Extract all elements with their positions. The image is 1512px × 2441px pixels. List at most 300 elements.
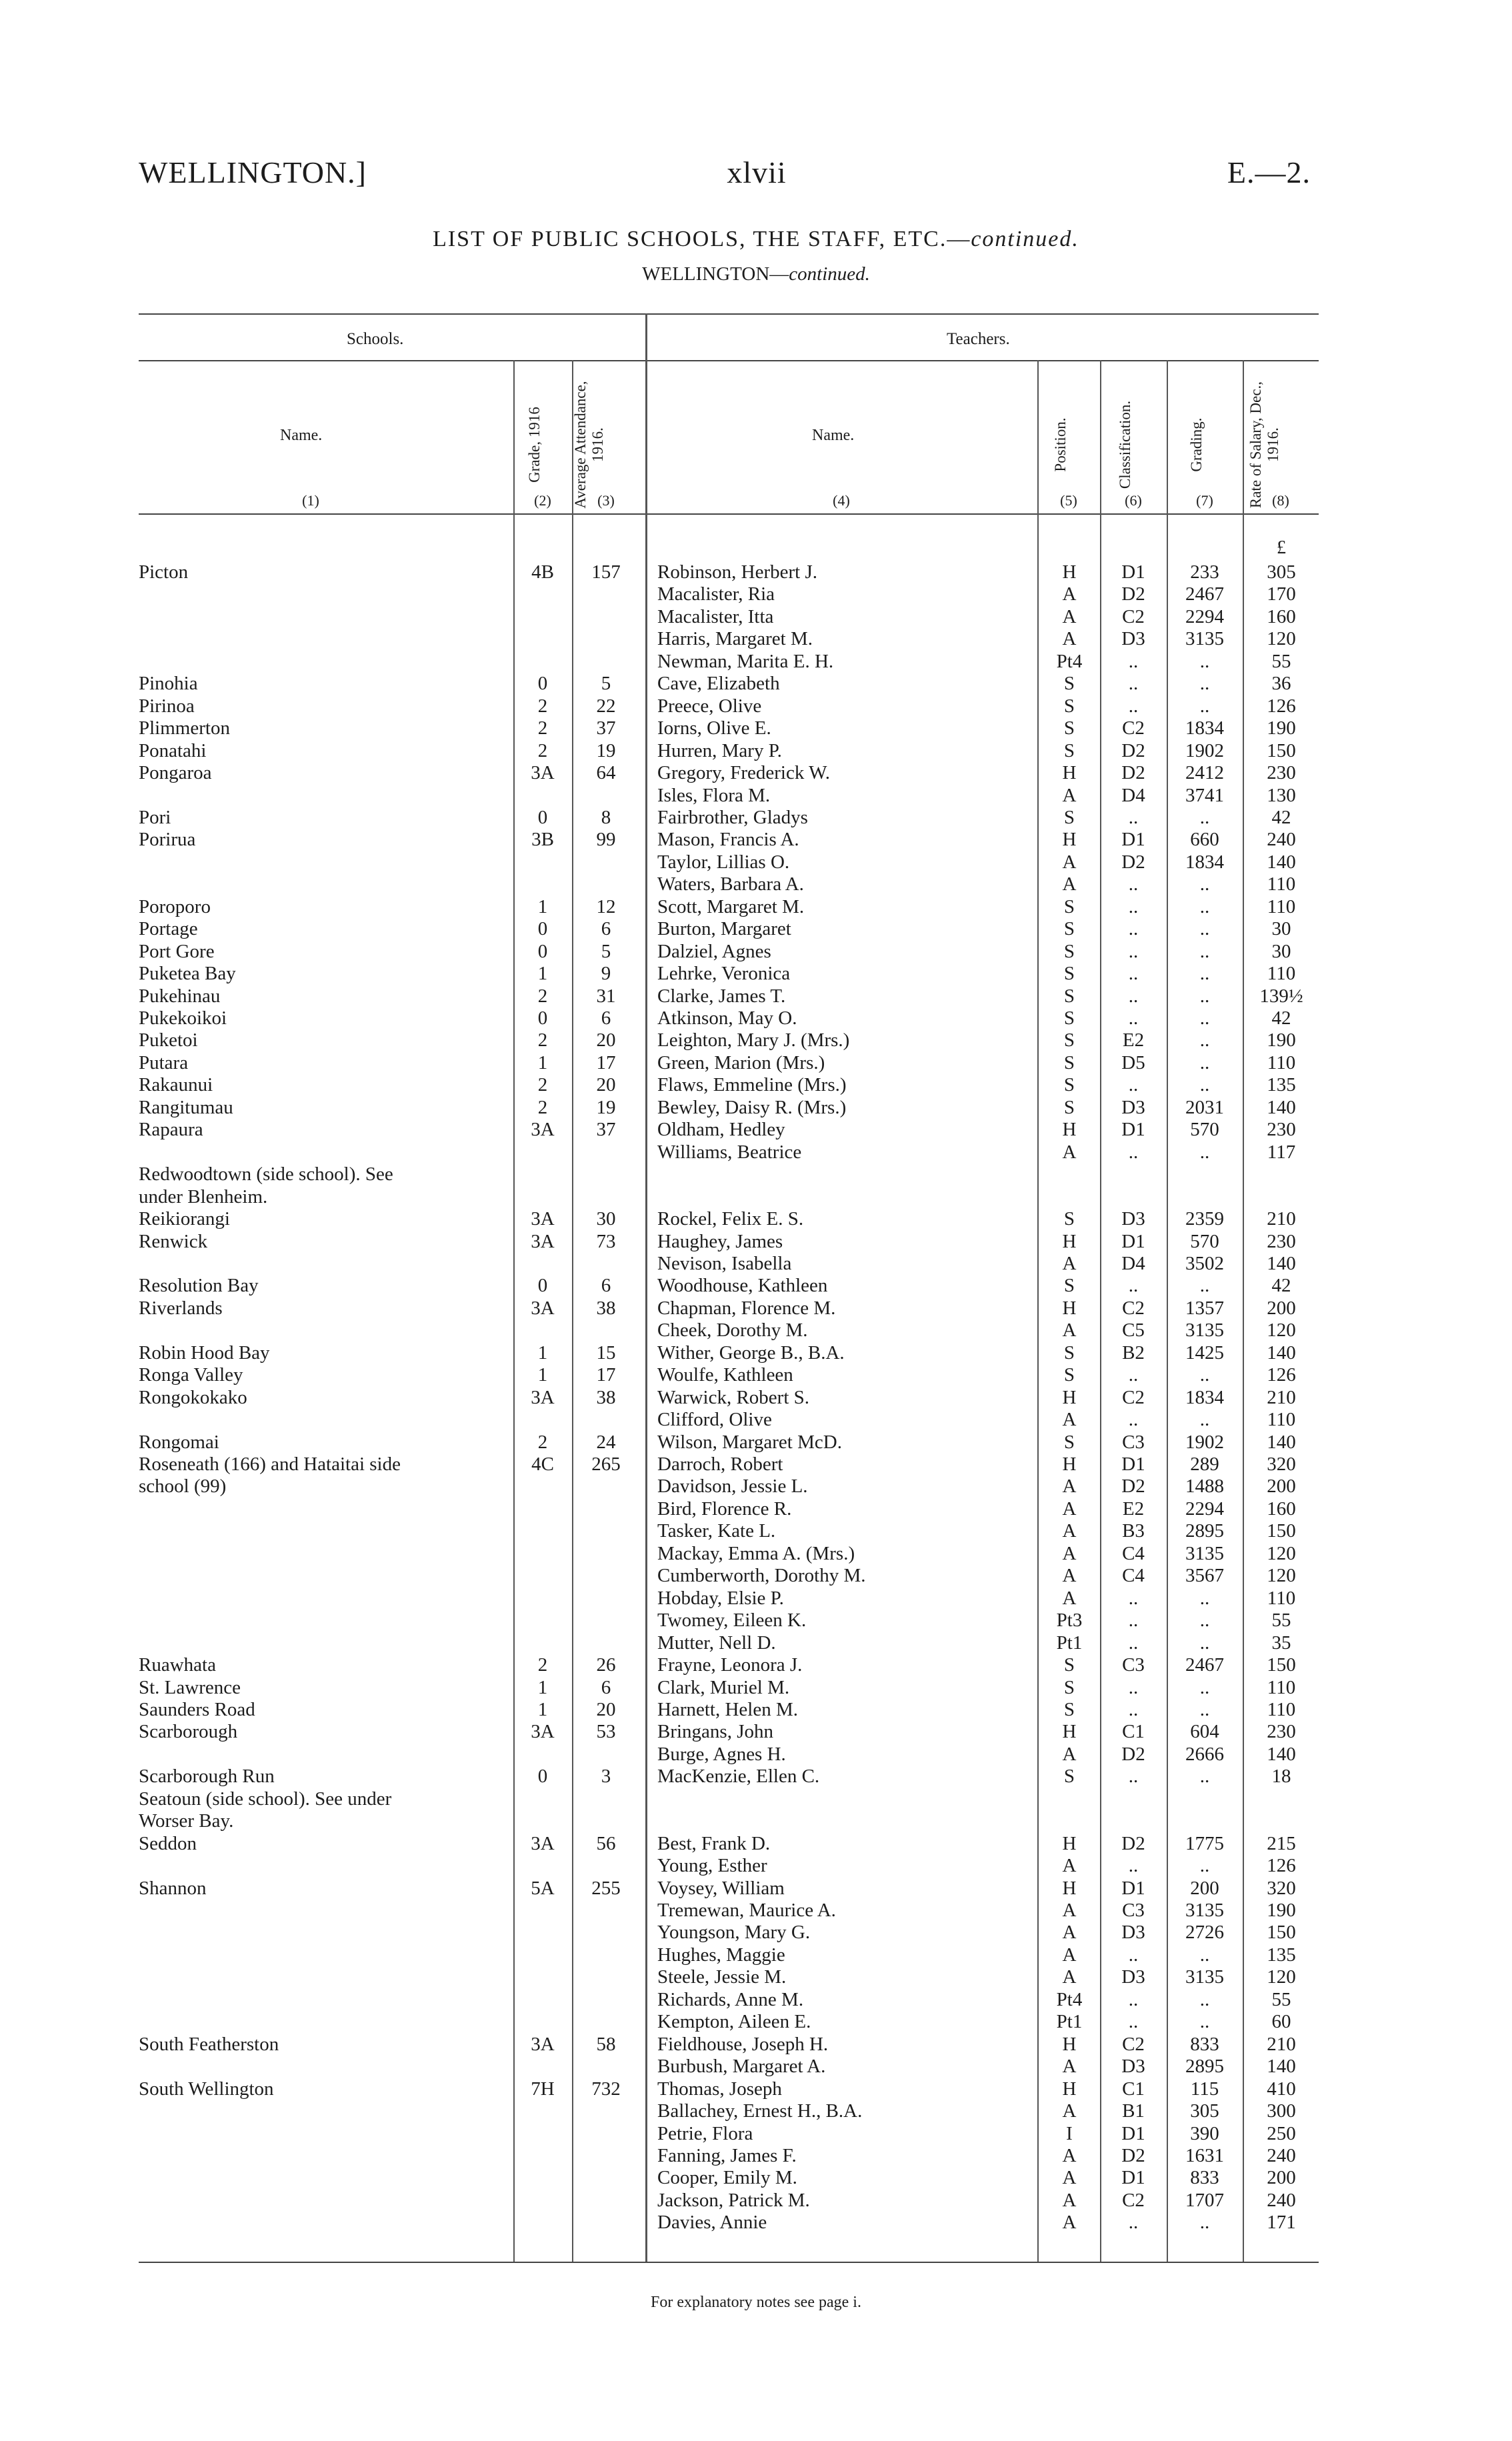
cell-position: S — [1063, 1677, 1075, 1698]
cell-average-attendance: 17 — [596, 1364, 616, 1386]
cell-salary: 320 — [1267, 1878, 1296, 1899]
table-row — [0, 651, 1512, 673]
cell-grade: 0 — [537, 673, 548, 694]
cell-classification: .. — [1128, 1944, 1139, 1966]
cell-position: H — [1062, 2078, 1077, 2100]
cell-salary: 126 — [1267, 1855, 1296, 1876]
cell-classification: .. — [1128, 651, 1139, 672]
cell-salary: 410 — [1267, 2078, 1296, 2100]
table-row — [0, 1565, 1512, 1587]
subtitle-continued: continued. — [789, 263, 870, 285]
cell-teacher-name: Clark, Muriel M. — [657, 1677, 790, 1698]
cell-position: S — [1063, 1342, 1075, 1364]
cell-salary: 210 — [1267, 1208, 1296, 1230]
cell-grading: 305 — [1190, 2100, 1219, 2122]
table-row — [0, 1409, 1512, 1431]
cell-average-attendance: 6 — [601, 1007, 611, 1029]
footer-note: For explanatory notes see page i. — [651, 2294, 861, 2311]
cell-school-name: Picton — [139, 561, 189, 583]
cell-grading: 1631 — [1185, 2145, 1224, 2166]
table-row — [0, 1810, 1512, 1832]
cell-teacher-name: Young, Esther — [657, 1855, 767, 1876]
cell-average-attendance: 22 — [596, 695, 616, 717]
cell-position: Pt4 — [1056, 1989, 1083, 2010]
cell-school-name: Rangitumau — [139, 1097, 233, 1118]
cell-position: S — [1063, 1432, 1075, 1453]
cell-teacher-name: Chapman, Florence M. — [657, 1298, 836, 1319]
cell-position: S — [1063, 918, 1075, 939]
header-grade: Grade, 1916 — [526, 407, 543, 483]
cell-grade: 1 — [537, 963, 548, 984]
cell-school-name: Poroporo — [139, 896, 211, 917]
cell-grade: 1 — [537, 1677, 548, 1698]
cell-school-name: Rapaura — [139, 1119, 203, 1140]
cell-salary: 150 — [1267, 1922, 1296, 1943]
cell-teacher-name: Darroch, Robert — [657, 1454, 783, 1475]
cell-grade: 0 — [537, 1275, 548, 1296]
cell-teacher-name: Fanning, James F. — [657, 2145, 797, 2166]
cell-average-attendance: 38 — [596, 1387, 616, 1408]
cell-position: H — [1062, 1721, 1077, 1742]
cell-position: S — [1063, 963, 1075, 984]
cell-grading: .. — [1199, 985, 1210, 1007]
cell-grade: 0 — [537, 1766, 548, 1787]
table-row — [0, 1989, 1512, 2011]
cell-school-name: Puketea Bay — [139, 963, 236, 984]
cell-teacher-name: Fieldhouse, Joseph H. — [657, 2034, 829, 2055]
cell-grading: 2359 — [1185, 1208, 1224, 1230]
table-row — [0, 2212, 1512, 2234]
cell-salary: 150 — [1267, 740, 1296, 761]
cell-grading: 233 — [1190, 561, 1219, 583]
cell-salary: 250 — [1267, 2123, 1296, 2144]
cell-grade: 0 — [537, 807, 548, 828]
table-row — [0, 1029, 1512, 1051]
cell-grading: 833 — [1190, 2167, 1219, 2188]
cell-classification: B3 — [1122, 1520, 1145, 1542]
cell-school-name: Pukekoikoi — [139, 1007, 227, 1029]
cell-classification: .. — [1128, 1632, 1139, 1654]
cell-salary: 110 — [1267, 896, 1296, 917]
cell-average-attendance: 8 — [601, 807, 611, 828]
table-row — [0, 2190, 1512, 2212]
cell-school-name: Saunders Road — [139, 1699, 255, 1720]
cell-teacher-name: Hobday, Elsie P. — [657, 1588, 784, 1609]
cell-salary: 135 — [1267, 1944, 1296, 1966]
cell-teacher-name: Harris, Margaret M. — [657, 628, 813, 649]
cell-grading: .. — [1199, 1766, 1210, 1787]
cell-position: H — [1062, 1833, 1077, 1854]
cell-grade: 7H — [531, 2078, 555, 2100]
cell-salary: 230 — [1267, 1119, 1296, 1140]
table-row — [0, 1788, 1512, 1810]
cell-average-attendance: 99 — [596, 829, 616, 850]
cell-teacher-name: Clifford, Olive — [657, 1409, 772, 1430]
cell-position: A — [1062, 1588, 1077, 1609]
cell-grading: .. — [1199, 1052, 1210, 1073]
cell-classification: .. — [1128, 1699, 1139, 1720]
cell-classification: .. — [1128, 807, 1139, 828]
cell-school-name: Ruawhata — [139, 1654, 216, 1676]
cell-position: S — [1063, 1052, 1075, 1073]
cell-grading: 1834 — [1185, 1387, 1224, 1408]
cell-classification: D2 — [1121, 2145, 1145, 2166]
cell-salary: 200 — [1267, 2167, 1296, 2188]
cell-position: A — [1062, 1141, 1077, 1163]
cell-salary: 230 — [1267, 1231, 1296, 1252]
cell-grading: .. — [1199, 1944, 1210, 1966]
cell-grading: 2895 — [1185, 2056, 1224, 2077]
cell-classification: .. — [1128, 1141, 1139, 1163]
cell-teacher-name: Davidson, Jessie L. — [657, 1476, 808, 1497]
column-number: (4) — [833, 492, 850, 509]
cell-classification: C2 — [1122, 606, 1145, 627]
cell-salary: 305 — [1267, 561, 1296, 583]
table-row — [0, 1966, 1512, 1988]
cell-position: S — [1063, 1074, 1075, 1095]
cell-salary: 171 — [1267, 2212, 1296, 2233]
cell-average-attendance: 31 — [596, 985, 616, 1007]
cell-salary: 55 — [1271, 651, 1291, 672]
cell-teacher-name: Tremewan, Maurice A. — [657, 1900, 836, 1921]
cell-salary: 60 — [1271, 2011, 1291, 2032]
cell-salary: 190 — [1267, 1900, 1296, 1921]
cell-salary: 190 — [1267, 1029, 1296, 1051]
cell-grade: 1 — [537, 1699, 548, 1720]
header-teacher-name: Name. — [812, 427, 855, 444]
cell-teacher-name: Tasker, Kate L. — [657, 1520, 776, 1542]
cell-school-name: Pukehinau — [139, 985, 221, 1007]
cell-position: S — [1063, 1029, 1075, 1051]
cell-position: S — [1063, 1654, 1075, 1676]
cell-salary: 120 — [1267, 1320, 1296, 1341]
cell-average-attendance: 53 — [596, 1721, 616, 1742]
cell-position: S — [1063, 807, 1075, 828]
cell-teacher-name: Green, Marion (Mrs.) — [657, 1052, 825, 1073]
table-row — [0, 2034, 1512, 2056]
cell-salary: 55 — [1271, 1989, 1291, 2010]
table-row — [0, 717, 1512, 739]
cell-grade: 3A — [531, 1231, 555, 1252]
cell-salary: 30 — [1271, 918, 1291, 939]
cell-average-attendance: 20 — [596, 1029, 616, 1051]
cell-grading: 3567 — [1185, 1565, 1224, 1586]
cell-classification: C3 — [1122, 1654, 1145, 1676]
cell-teacher-name: Youngson, Mary G. — [657, 1922, 811, 1943]
cell-school-name: Pori — [139, 807, 171, 828]
cell-grading: .. — [1199, 963, 1210, 984]
table-row — [0, 583, 1512, 605]
cell-teacher-name: Steele, Jessie M. — [657, 1966, 787, 1988]
cell-salary: 18 — [1271, 1766, 1291, 1787]
cell-salary: 150 — [1267, 1520, 1296, 1542]
cell-grade: 4C — [531, 1454, 554, 1475]
cell-position: H — [1062, 1298, 1077, 1319]
cell-grading: 604 — [1190, 1721, 1219, 1742]
cell-salary: 190 — [1267, 717, 1296, 739]
cell-position: A — [1062, 851, 1077, 873]
cell-position: A — [1062, 1744, 1077, 1765]
cell-grading: 570 — [1190, 1231, 1219, 1252]
header-attendance: Average Attendance, 1916. — [572, 381, 606, 509]
cell-classification: D2 — [1121, 762, 1145, 783]
table-row — [0, 561, 1512, 583]
cell-classification: D5 — [1121, 1052, 1145, 1073]
cell-grading: 1834 — [1185, 717, 1224, 739]
cell-position: H — [1062, 1119, 1077, 1140]
cell-grade: 3A — [531, 1298, 555, 1319]
cell-salary: 126 — [1267, 695, 1296, 717]
cell-grading: 1707 — [1185, 2190, 1224, 2211]
cell-position: S — [1063, 740, 1075, 761]
cell-grading: 390 — [1190, 2123, 1219, 2144]
cell-average-attendance: 30 — [596, 1208, 616, 1230]
cell-school-name: Portage — [139, 918, 198, 939]
cell-classification: D2 — [1121, 583, 1145, 605]
cell-salary: 140 — [1267, 1744, 1296, 1765]
cell-position: A — [1062, 628, 1077, 649]
cell-grading: 1902 — [1185, 740, 1224, 761]
cell-classification: .. — [1128, 1989, 1139, 2010]
cell-average-attendance: 255 — [591, 1878, 621, 1899]
table-row — [0, 1677, 1512, 1699]
cell-position: S — [1063, 695, 1075, 717]
cell-position: A — [1062, 2100, 1077, 2122]
cell-classification: D3 — [1121, 2056, 1145, 2077]
cell-salary: 55 — [1271, 1610, 1291, 1631]
cell-teacher-name: Isles, Flora M. — [657, 785, 771, 806]
cell-school-name: St. Lawrence — [139, 1677, 241, 1698]
subtitle-text: WELLINGTON— — [642, 263, 789, 285]
table-row — [0, 2167, 1512, 2189]
cell-teacher-name: Newman, Marita E. H. — [657, 651, 834, 672]
cell-grade: 5A — [531, 1878, 555, 1899]
cell-salary: 150 — [1267, 1654, 1296, 1676]
table-row — [0, 606, 1512, 628]
cell-classification: D1 — [1121, 829, 1145, 850]
table-row — [0, 1074, 1512, 1096]
cell-classification: B1 — [1122, 2100, 1145, 2122]
cell-position: Pt3 — [1056, 1610, 1083, 1631]
cell-grading: 200 — [1190, 1878, 1219, 1899]
cell-classification: .. — [1128, 1007, 1139, 1029]
cell-grading: 3741 — [1185, 785, 1224, 806]
cell-grade: 3A — [531, 1208, 555, 1230]
table-row — [0, 1878, 1512, 1900]
cell-position: S — [1063, 717, 1075, 739]
cell-classification: C4 — [1122, 1543, 1145, 1564]
cell-school-name: Resolution Bay — [139, 1275, 259, 1296]
cell-classification: .. — [1128, 673, 1139, 694]
table-row — [0, 740, 1512, 762]
cell-average-attendance: 15 — [596, 1342, 616, 1364]
table-row — [0, 1097, 1512, 1119]
table-row — [0, 673, 1512, 695]
cell-average-attendance: 17 — [596, 1052, 616, 1073]
cell-classification: D2 — [1121, 740, 1145, 761]
cell-average-attendance: 64 — [596, 762, 616, 783]
cell-classification: D3 — [1121, 1208, 1145, 1230]
cell-teacher-name: Iorns, Olive E. — [657, 717, 771, 739]
table-row — [0, 851, 1512, 873]
cell-average-attendance: 6 — [601, 1275, 611, 1296]
cell-position: H — [1062, 1231, 1077, 1252]
header-school-name: Name. — [280, 427, 323, 444]
cell-grade: 2 — [537, 695, 548, 717]
group-header-teachers: Teachers. — [947, 330, 1010, 348]
header-grading: Grading. — [1188, 417, 1205, 472]
cell-classification: .. — [1128, 963, 1139, 984]
cell-teacher-name: Cave, Elizabeth — [657, 673, 780, 694]
cell-grading: 3135 — [1185, 1966, 1224, 1988]
cell-teacher-name: Bird, Florence R. — [657, 1498, 792, 1520]
cell-classification: E2 — [1122, 1029, 1145, 1051]
cell-position: S — [1063, 1766, 1075, 1787]
cell-salary: 35 — [1271, 1632, 1291, 1654]
cell-position: A — [1062, 2056, 1077, 2077]
cell-school-name: Reikiorangi — [139, 1208, 230, 1230]
cell-teacher-name: Hughes, Maggie — [657, 1944, 785, 1966]
cell-school-name: Putara — [139, 1052, 189, 1073]
cell-position: A — [1062, 606, 1077, 627]
table-row — [0, 1432, 1512, 1454]
cell-teacher-name: Warwick, Robert S. — [657, 1387, 810, 1408]
cell-classification: .. — [1128, 1855, 1139, 1876]
cell-average-attendance: 19 — [596, 1097, 616, 1118]
cell-position: H — [1062, 829, 1077, 850]
cell-school-name: Port Gore — [139, 941, 215, 962]
cell-school-name: Roseneath (166) and Hataitai side — [139, 1454, 401, 1475]
cell-classification: C4 — [1122, 1565, 1145, 1586]
cell-position: S — [1063, 1699, 1075, 1720]
table-row — [0, 1922, 1512, 1944]
cell-school-name: Ponatahi — [139, 740, 207, 761]
cell-teacher-name: Mackay, Emma A. (Mrs.) — [657, 1543, 855, 1564]
table-row — [0, 2145, 1512, 2167]
cell-salary: 200 — [1267, 1476, 1296, 1497]
table-row — [0, 918, 1512, 940]
cell-classification: D1 — [1121, 1878, 1145, 1899]
cell-school-name: Robin Hood Bay — [139, 1342, 270, 1364]
cell-grade: 3A — [531, 1387, 555, 1408]
cell-grading: .. — [1199, 1677, 1210, 1698]
cell-grading: .. — [1199, 1855, 1210, 1876]
cell-school-name: Porirua — [139, 829, 196, 850]
cell-classification: C3 — [1122, 1900, 1145, 1921]
table-row — [0, 1543, 1512, 1565]
table-row — [0, 1253, 1512, 1275]
table-row — [0, 1163, 1512, 1185]
cell-grading: 2467 — [1185, 1654, 1224, 1676]
cell-position: S — [1063, 1275, 1075, 1296]
cell-position: A — [1062, 1476, 1077, 1497]
cell-salary: 120 — [1267, 1543, 1296, 1564]
cell-teacher-name: Harnett, Helen M. — [657, 1699, 798, 1720]
cell-salary: 210 — [1267, 1387, 1296, 1408]
cell-teacher-name: Best, Frank D. — [657, 1833, 771, 1854]
cell-school-name: Pinohia — [139, 673, 198, 694]
header-position: Position. — [1052, 417, 1069, 472]
cell-school-name: Seatoun (side school). See under — [139, 1788, 392, 1810]
cell-teacher-name: Atkinson, May O. — [657, 1007, 797, 1029]
cell-position: I — [1066, 2123, 1073, 2144]
cell-grading: .. — [1199, 1364, 1210, 1386]
table-row — [0, 896, 1512, 918]
cell-teacher-name: Richards, Anne M. — [657, 1989, 804, 2010]
cell-classification: D1 — [1121, 1119, 1145, 1140]
cell-classification: .. — [1128, 985, 1139, 1007]
cell-grade: 0 — [537, 941, 548, 962]
cell-grade: 2 — [537, 1074, 548, 1095]
cell-grading: 289 — [1190, 1454, 1219, 1475]
cell-average-attendance: 24 — [596, 1432, 616, 1453]
cell-grade: 3A — [531, 2034, 555, 2055]
cell-classification: D2 — [1121, 1744, 1145, 1765]
cell-position: S — [1063, 1097, 1075, 1118]
cell-grade: 1 — [537, 1052, 548, 1073]
cell-average-attendance: 5 — [601, 941, 611, 962]
cell-salary: 140 — [1267, 1432, 1296, 1453]
cell-classification: D1 — [1121, 2167, 1145, 2188]
cell-grading: 660 — [1190, 829, 1219, 850]
cell-classification: D1 — [1121, 2123, 1145, 2144]
cell-teacher-name: Oldham, Hedley — [657, 1119, 785, 1140]
cell-teacher-name: Bringans, John — [657, 1721, 773, 1742]
cell-classification: C2 — [1122, 2034, 1145, 2055]
table-row — [0, 1900, 1512, 1922]
cell-classification: .. — [1128, 918, 1139, 939]
column-number: (3) — [597, 492, 615, 509]
cell-grading: 2294 — [1185, 606, 1224, 627]
cell-position: A — [1062, 1944, 1077, 1966]
cell-grading: .. — [1199, 1699, 1210, 1720]
table-row — [0, 2011, 1512, 2033]
column-number: (8) — [1272, 492, 1289, 509]
cell-teacher-name: Frayne, Leonora J. — [657, 1654, 803, 1676]
cell-classification: D1 — [1121, 1231, 1145, 1252]
cell-position: A — [1062, 2145, 1077, 2166]
table-row — [0, 762, 1512, 784]
cell-school-name: Scarborough Run — [139, 1766, 275, 1787]
table-row — [0, 1632, 1512, 1654]
table-row — [0, 1654, 1512, 1676]
cell-school-name: Ronga Valley — [139, 1364, 243, 1386]
table-row — [0, 1342, 1512, 1364]
cell-position: S — [1063, 985, 1075, 1007]
cell-school-name: Renwick — [139, 1231, 208, 1252]
cell-position: A — [1062, 2167, 1077, 2188]
cell-average-attendance: 5 — [601, 673, 611, 694]
cell-grading: .. — [1199, 896, 1210, 917]
cell-grade: 3A — [531, 1119, 555, 1140]
cell-average-attendance: 19 — [596, 740, 616, 761]
cell-teacher-name: Scott, Margaret M. — [657, 896, 805, 917]
cell-position: A — [1062, 785, 1077, 806]
cell-grading: 115 — [1190, 2078, 1219, 2100]
header-classification: Classification. — [1117, 400, 1133, 489]
cell-grading: .. — [1199, 941, 1210, 962]
cell-grading: 3135 — [1185, 628, 1224, 649]
cell-position: A — [1062, 1855, 1077, 1876]
cell-grading: .. — [1199, 651, 1210, 672]
cell-salary: 135 — [1267, 1074, 1296, 1095]
cell-grading: .. — [1199, 1610, 1210, 1631]
cell-grading: .. — [1199, 1074, 1210, 1095]
cell-teacher-name: Hurren, Mary P. — [657, 740, 782, 761]
cell-teacher-name: Nevison, Isabella — [657, 1253, 792, 1274]
cell-grading: 2895 — [1185, 1520, 1224, 1542]
table-row — [0, 1119, 1512, 1141]
